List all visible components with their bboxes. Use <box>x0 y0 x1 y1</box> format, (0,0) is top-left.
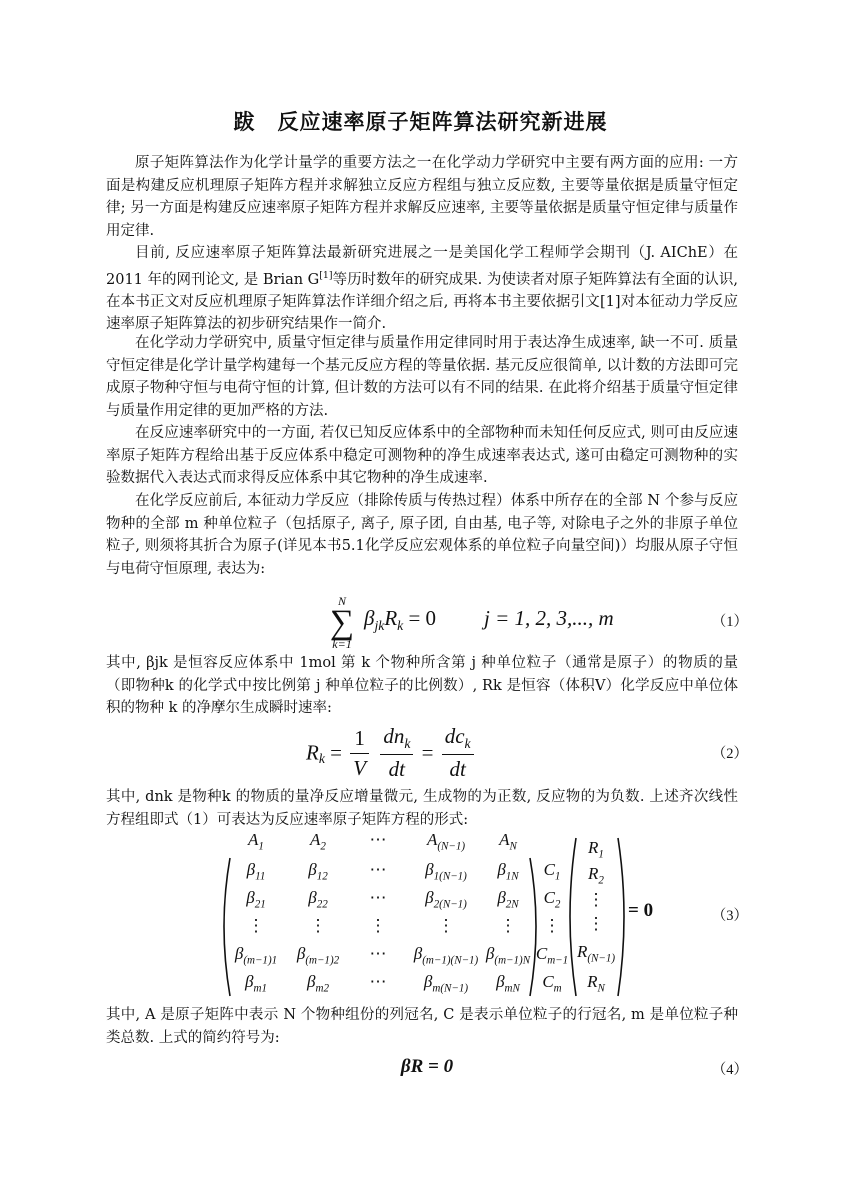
matrix-cell: $\beta_{2(N-1)}$ <box>425 888 467 911</box>
eq2-lhs-sub: k <box>318 751 325 767</box>
eq1-r: R <box>384 606 398 630</box>
matrix-cell: $\beta_{(m-1)(N-1)}$ <box>413 944 479 967</box>
matrix-cell: $\beta_{2N}$ <box>497 888 519 911</box>
rate-vector-entry: ⋮ <box>587 914 605 933</box>
title-mark: 跋 <box>233 109 256 134</box>
paragraph-3: 在化学动力学研究中, 质量守恒定律与质量作用定律同时用于表达净生成速率, 缺一不可. 质量守恒定律是化学计量学构建每一个基元反应方程的等量依据. 基元反应很简单, 以计数的方法即可完成原子物种守恒与电荷守恒的计算, 但计数的方法可以有不同的结果. 在此将介绍基于质量守恒定律与质量作用定律的更加严格的方法. <box>106 335 738 419</box>
matrix-column-head: $A_N$ <box>499 830 517 853</box>
matrix-cell: ⋮ <box>247 916 265 935</box>
eq1-r-sub: k <box>397 618 404 634</box>
paragraph-8: 其中, A 是原子矩阵中表示 N 个物种组份的列冠名, C 是表示单位粒子的行冠名, m 是单位粒子种类总数. 上式的简约符号为: <box>106 1007 738 1046</box>
paragraph-6: 其中, βjk 是恒容反应体系中 1mol 第 k 个物种所含第 j 种单位粒子（通常是原子）的物质的量（即物种k 的化学式中按比例第 j 种单位粒子的比例数）, Rk 是恒容（体积V）化学反应中单位体积的物种 k 的净摩尔生成瞬时速率: <box>106 655 738 716</box>
matrix-row-head: $C_1$ <box>543 860 561 883</box>
rate-vector-entry: ⋮ <box>587 890 605 909</box>
matrix-row-head: $C_{m-1}$ <box>535 944 569 967</box>
rate-vector-entry: $R_N$ <box>587 972 605 995</box>
matrix-cell: $\beta_{mN}$ <box>496 972 520 995</box>
sum-symbol: ∑ <box>329 604 355 641</box>
eq1-number: （1） <box>711 614 748 630</box>
matrix-cell: ⋯ <box>369 860 387 879</box>
equation-3 <box>106 830 748 1002</box>
paragraph-2-a: 目前, 反应速率原子矩阵算法最新研究进展之一是美国化学工程师学会期刊（J. AIChE）在 2011 年的网刊论文, 是 Brian G <box>106 245 738 288</box>
eq2-fraction-3: $\frac{dc_k}{dt}$ <box>442 724 474 782</box>
paragraph-1: 原子矩阵算法作为化学计量学的重要方法之一在化学动力学研究中主要有两方面的应用: 一方面是构建反应机理原子矩阵方程并求解独立反应方程组与独立反应数, 主要等量依据是质量守恒定律; 另一方面是构建反应速率原子矩阵方程并求解反应速率, 主要等量依据是质量守恒定律与质量作用定律. <box>106 155 738 239</box>
matrix-cell: ⋯ <box>369 888 387 907</box>
matrix-cell: $\beta_{22}$ <box>308 888 328 911</box>
citation-1: [1] <box>319 269 333 281</box>
matrix-column-head: $A_1$ <box>248 830 264 853</box>
paragraph-7-term: 反应速率原子矩阵方程 <box>274 811 420 828</box>
matrix-row-head: ⋮ <box>543 916 561 935</box>
matrix-cell: $\beta_{m(N-1)}$ <box>423 972 469 995</box>
matrix-cell: ⋮ <box>437 916 455 935</box>
matrix-cell: $\beta_{12}$ <box>308 860 328 883</box>
matrix-cell: $\beta_{(m-1)N}$ <box>485 944 531 967</box>
eq3-rhs: = 0 <box>628 900 654 921</box>
eq2-number: （2） <box>711 746 748 762</box>
matrix-column-head: $A_{(N-1)}$ <box>426 830 466 853</box>
rate-vector-entry: $R_1$ <box>588 838 604 861</box>
eq2-fraction-2: $\frac{dn_k}{dt}$ <box>380 724 413 782</box>
eq4-body: βR = 0 <box>400 1056 454 1077</box>
paragraph-7 <box>106 786 738 831</box>
matrix-cell: ⋮ <box>309 916 327 935</box>
matrix-cell: $\beta_{m2}$ <box>307 972 329 995</box>
eq1-condition: j = 1, 2, 3,..., m <box>484 606 614 630</box>
eq1-sum-top: N <box>337 594 346 608</box>
equation-4 <box>106 1056 748 1086</box>
matrix-cell: ⋯ <box>369 944 387 963</box>
matrix-cell: $\beta_{1(N-1)}$ <box>425 860 467 883</box>
eq1-rhs: = 0 <box>408 606 437 630</box>
paragraph-5: 在化学反应前后, 本征动力学反应（排除传质与传热过程）体系中所存在的全部 N 个参与反应物种的全部 m 种单位粒子（包括原子, 离子, 原子团, 自由基, 电子等, 对除电子之外的非原子单位粒子, 则须将其折合为原子(详见本书5.1化学反应宏观体系的单位粒子向量空间)）均服从原子守恒与电荷守恒原理, 表达为: <box>106 493 738 577</box>
eq3-number: （3） <box>711 908 748 924</box>
matrix-cell: ⋯ <box>369 972 387 991</box>
paragraph-2 <box>106 242 738 336</box>
paragraph-4: 在反应速率研究中的一方面, 若仅已知反应体系中的全部物种而未知任何反应式, 则可由反应速率原子矩阵方程给出基于反应体系中稳定可测物种的净生成速率表达式, 遂可由稳定可测物种的实验数据代入表达式而求得反应体系中其它物种的净生成速率. <box>106 425 738 486</box>
paragraph-7-a: 其中, dnk 是物种k 的物质的量净反应增量微元, 生成物的为正数, 反应物的为负数. 上述齐次线性方程组即式（1）可表达为 <box>106 789 738 828</box>
eq1-beta: β <box>364 606 375 630</box>
matrix-row-head: $C_2$ <box>543 888 561 911</box>
paragraph-2-b: 等历时数年的研究成果. 为使读者对原子矩阵算法有全面的认识, 在本书正文对反应机理原子矩阵算法作详细介绍之后, 再将本书主要依据引文[1]对本征动力学反应速率原子矩阵算法的初步研究结果作一简介. <box>106 271 738 333</box>
matrix-column-head: $A_2$ <box>310 830 326 853</box>
eq2-fraction-1: $\frac{1}{V}$ <box>350 726 369 781</box>
title-text: 反应速率原子矩阵算法研究新进展 <box>277 109 608 134</box>
rate-vector-entry: $R_{(N-1)}$ <box>576 942 616 965</box>
matrix-cell: ⋮ <box>369 916 387 935</box>
matrix-cell: ⋮ <box>499 916 517 935</box>
eq2-lhs: R <box>306 740 319 765</box>
eq1-sum-bottom: k=1 <box>332 637 352 651</box>
matrix-cell: $\beta_{(m-1)2}$ <box>296 944 340 967</box>
page-title <box>0 106 841 136</box>
matrix-row-head: $C_m$ <box>542 972 562 995</box>
equation-2: $R_k$ = $\frac{1}{V}$ $\frac{dn_k}{dt}$ = $\frac{dc_k}{dt}$ （2） <box>306 724 748 782</box>
rate-vector-entry: $R_2$ <box>588 864 604 887</box>
matrix-cell: $\beta_{(m-1)1}$ <box>234 944 278 967</box>
matrix-cell: $\beta_{1N}$ <box>497 860 519 883</box>
matrix-cell: $\beta_{m1}$ <box>245 972 267 995</box>
paragraph-7-c: 的形式: <box>419 811 469 828</box>
matrix-cell: $\beta_{11}$ <box>246 860 266 883</box>
matrix-column-head: ⋯ <box>369 830 387 849</box>
equation-1 <box>106 594 748 654</box>
eq4-number: （4） <box>711 1062 748 1078</box>
eq1-beta-sub: jk <box>374 618 385 634</box>
matrix-cell: $\beta_{21}$ <box>246 888 266 911</box>
